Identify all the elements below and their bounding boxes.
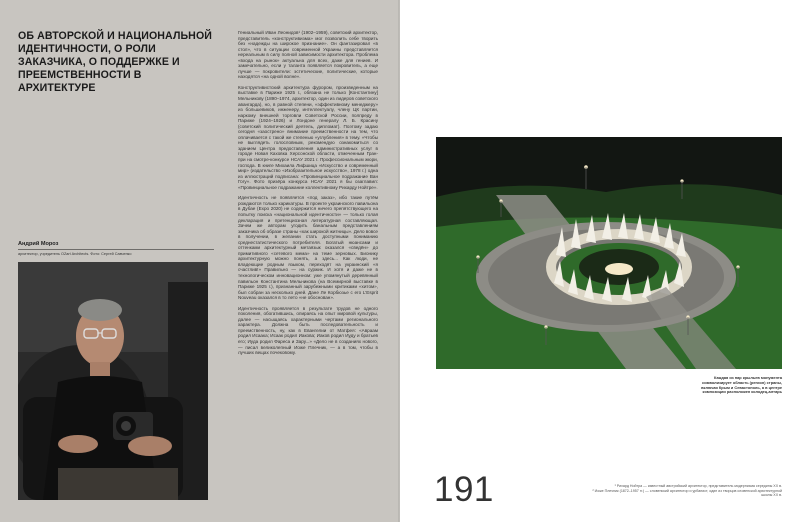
footnotes — [592, 484, 782, 498]
monument-photo — [436, 137, 782, 369]
footnote-1: ¹ Рихард Нойтра — известный австрийский архитектор, представитель модернизма середины XX в. — [614, 484, 782, 488]
body-paragraph-3: Идентичность не появляется «под заказ», ибо такие путём рождаются только карикатуры. В проекте украинского павильона в Дубае (Expo 2020) не содержится ничего препятствующего на попытку поиска «национальной идентичности» — только голая декларация и претенциозная литературная составляющая. Зачем же авторам угодить банальным представлениям заказчика об образе страны «как широкой житницы». Дело вовсе в получении, в желании стать доступными пониманию среднестатистического потребителя. Богатый нюансами и оттенками архитектурный метаязык оказался «сведён» до примитивного «сетевого мема» на теме зерновых. Бионику архитектурную можно понять, а здесь... Как люди, не владеющие родным языком, переходят на украинский «я счастлив!» Правильно — на суржик. И хотя и даже не в технологическом инновационном: уже упомянутый деревянный павильон Константина Мельникова (на Всемирной выставке в Париже 1925 г.), признанный зарубежными критиками «хитом», был собран за несколько дней. Дане Ле Корбюзье с его L'Esprit Nouveau оказался в то лето «не обоснован». — [238, 195, 378, 301]
author-portrait — [18, 262, 208, 500]
author-description: архитектор, учредитель OZart Architects. Фото: Сергей Савченко — [18, 252, 132, 256]
author-divider — [18, 249, 214, 250]
article-title: ОБ АВТОРСКОЙ И НАЦИОНАЛЬНОЙ ИДЕНТИЧНОСТИ, О РОЛИ ЗАКАЗЧИКА, О ПОДДЕРЖКЕ И ПРЕЕМСТВЕННОСТИ В АРХИТЕКТУРЕ — [18, 30, 212, 94]
author-name: Андрий Мороз — [18, 241, 59, 247]
photo-caption: Каждая из пар крыльев монумента символизирует область (регион) страны, включая Крым и Севастополь, а в центре композиции расположен колодец-алтарь — [701, 375, 782, 395]
body-paragraph-2: Конструктивистский архитектура фурором, произведенным на выставке в Париже 1925 г., обязана не только [Константину] Мельникову (1890–1974, архитектор, один из лидеров советского авангарда), но, в равной степени, «эффективному менеджеру» из большевиков, инженеру, интеллектуалу, члену ЦК партии, наркому внешней торговли Советской России, полпреду в Париже (1924–1926) и Лондоне генералу Л. Б. Красину (советский политический деятель, дипломат). Поэтому задаю сегодня «заострено» внимание преемственности на тем, что оплачивается с такой же степенью «углубления» в тему. «Чтобы не выглядеть голословным, рекомендую ознакомиться со зданием Центра предоставления административных услуг в городе Новая Каховка Херсонской области, отмеченным Гран-при на смотре-конкурсе НСАУ 2021 г. Профессиональным жюри, господа. В книге Михаила Лифшица «Искусство и современный мир» (издательство «Изобразительное искусство», 1978 г.) одна из иллюстраций подписана: «Провинциальное подражание Ван Гогу». Фото призёра конкурса НСАУ 2021 я бы озаглавил: «Провинциальное подражание коллективному Рихарду Нойтре». — [238, 84, 378, 190]
article-body — [238, 30, 378, 361]
footnote-2: ² Иоже Плечник (1872–1957 гг.) — словенский архитектор и урбанист, один из творцов словенской архитектурной школы XX в. — [592, 488, 782, 498]
body-paragraph-1: Гениальный Иван Леонидов¹ (1902–1959), советский архитектор, представитель «конструктивизма» мог позволить себе творить без «надежды на широкое признание». Он фантазировал «в стол», что в ситуации современной Украины представляется нереальным в силу полной зависимости архитектора. Проблема «входа на рынок» актуальна для всех, даже для гениев. И замечательно, если у таланта появляется покровитель, а еще лучше — покровители: эстетические, политические, которые находятся «на одной волне». — [238, 30, 378, 80]
page-number: 191 — [434, 470, 494, 509]
right-page — [400, 0, 800, 522]
body-paragraph-4: Идентичность проявляется в результате трудов не одного поколения, обогатившись, опираясь на опыт мировой культуры, далее — насыщаясь характерными чертами регионального характера. Должна быть последовательность и преемственность, ну, как в Евангелии от Матфея: «Авраам родил Исаака; Исаак родил Иакова; Иаков родил Иуду и братьев его; Иуда родил Фареса и Зару...» «Дело не в созданиях нового, — писал великолепный Иоже Плечник, — а в том, чтобы в лучших вещах почековому. — [238, 305, 378, 356]
